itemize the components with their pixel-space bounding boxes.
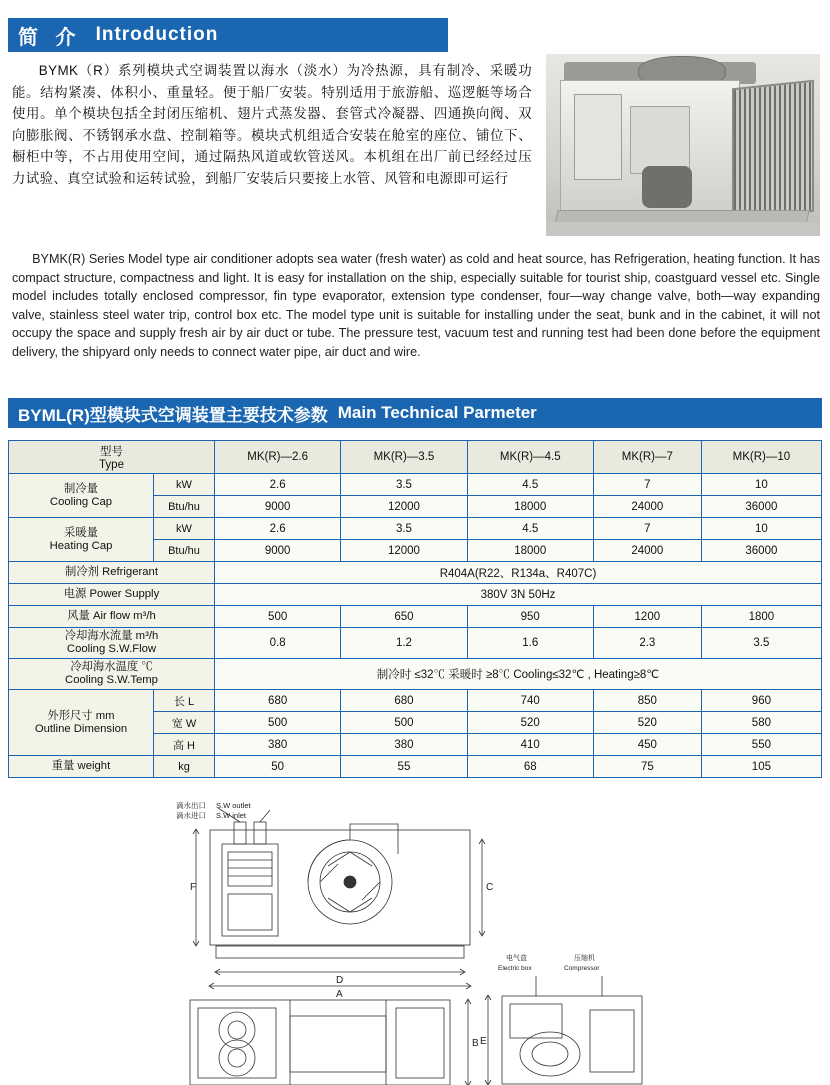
dimension-label-cn	[11, 710, 151, 723]
swflow-label-cn-text: 冷却海水流量	[64, 630, 133, 642]
dimension-w-4: 520	[593, 712, 701, 734]
intro-title-cn: 简 介	[18, 26, 82, 49]
swflow-label-en: Cooling S.W.Flow	[66, 643, 157, 655]
specification-table	[8, 440, 822, 778]
weight-unit: kg	[154, 756, 215, 778]
swflow-1: 0.8	[215, 628, 341, 659]
model-header-en: Type	[99, 459, 124, 471]
cooling-cap-kw-4: 7	[593, 474, 701, 496]
photo-shadow	[546, 222, 820, 236]
refrigerant-label	[9, 562, 215, 584]
heating-cap-label	[9, 518, 154, 562]
model-col-2: MK(R)—3.5	[341, 441, 467, 474]
table-row	[9, 474, 822, 496]
model-col-5: MK(R)—10	[701, 441, 821, 474]
dimension-w-1: 500	[215, 712, 341, 734]
table-row	[9, 518, 822, 540]
cooling-cap-label-cn: 制冷量	[64, 482, 98, 495]
dimension-l-1: 680	[215, 690, 341, 712]
dimension-h-5: 550	[701, 734, 821, 756]
photo-fin-coil	[732, 80, 814, 221]
intro-paragraph-cn	[12, 60, 532, 189]
model-header-cn: 型号	[100, 446, 123, 458]
dimension-label-en: Outline Dimension	[34, 722, 128, 735]
cooling-cap-btu-2: 12000	[341, 496, 467, 518]
model-header-cell	[9, 441, 215, 474]
cooling-cap-label	[9, 474, 154, 518]
product-photo	[546, 54, 820, 236]
drawing-label-electric-box-cn: 电气盒	[506, 955, 527, 962]
heating-cap-kw-5: 10	[701, 518, 821, 540]
drawing-label-drain-in-en: S.W inlet	[216, 811, 247, 820]
heating-cap-btu-5: 36000	[701, 540, 821, 562]
table-row	[9, 584, 822, 606]
swtemp-label	[9, 659, 215, 690]
swtemp-label-cn-text: 冷却海水温度	[70, 661, 139, 673]
airflow-label-cn: 风量	[67, 610, 90, 622]
cooling-cap-btu-5: 36000	[701, 496, 821, 518]
power-label	[9, 584, 215, 606]
swflow-5: 3.5	[701, 628, 821, 659]
dimension-row-h-label: 高 H	[154, 734, 215, 756]
airflow-label-en: Air flow	[92, 610, 131, 622]
airflow-unit: m³/h	[133, 610, 156, 622]
dimension-w-5: 580	[701, 712, 821, 734]
intro-text-en: BYMK(R) Series Model type air conditioner adopts sea water (fresh water) as cold and heat source, has Refrigeration, heating function. It has compact structure, compactness and light. It is easy for installation on the ship, especially suitable for tourist ship, coastguard vessel etc. Single model includes totally enclosed compressor, fin type evaporator, extension type condenser, four—way change valve, both—way expanding valve, stainless steel water trip, control box etc. The model type unit is suitable for installing under the seat, bunk and in the cabinet, it will not occupy the space and supply fresh air by air duct or tube. The pressure test, vacuum test and running test had been done before the equipment delivery, the shipyard only needs to connect water pipe, air duct and wire.	[12, 252, 820, 359]
dimension-l-4: 850	[593, 690, 701, 712]
section-header-introduction	[8, 18, 448, 52]
model-col-4: MK(R)—7	[593, 441, 701, 474]
swflow-label-cn	[11, 630, 212, 643]
airflow-2: 650	[341, 606, 467, 628]
table-row	[9, 628, 822, 659]
photo-compressor	[642, 166, 692, 208]
weight-label-en: weight	[77, 760, 111, 772]
heating-cap-btu-3: 18000	[467, 540, 593, 562]
dimension-row-l-label: 长 L	[154, 690, 215, 712]
heating-cap-btu-4: 24000	[593, 540, 701, 562]
table-row	[9, 562, 822, 584]
heating-cap-kw-2: 3.5	[341, 518, 467, 540]
heating-cap-label-cn: 采暖量	[64, 526, 98, 539]
weight-5: 105	[701, 756, 821, 778]
dimension-l-3: 740	[467, 690, 593, 712]
weight-1: 50	[215, 756, 341, 778]
swtemp-unit: ℃	[141, 661, 153, 673]
cooling-cap-label-en: Cooling Cap	[49, 495, 113, 508]
refrigerant-label-en: Refrigerant	[102, 566, 158, 578]
swflow-2: 1.2	[341, 628, 467, 659]
weight-3: 68	[467, 756, 593, 778]
cooling-cap-btu-4: 24000	[593, 496, 701, 518]
heating-cap-kw-3: 4.5	[467, 518, 593, 540]
dimension-l-2: 680	[341, 690, 467, 712]
drawing-dim-d: D	[336, 975, 344, 986]
table-row	[9, 756, 822, 778]
heating-cap-kw-4: 7	[593, 518, 701, 540]
airflow-5: 1800	[701, 606, 821, 628]
dimension-w-2: 500	[341, 712, 467, 734]
technical-drawing	[150, 800, 690, 1080]
table-row	[9, 659, 822, 690]
drawing-label-drain-in-cn: 滴水进口	[176, 811, 206, 820]
swflow-3: 1.6	[467, 628, 593, 659]
dimension-unit: mm	[95, 709, 115, 722]
tech-title-en: Main Technical Parmeter	[337, 403, 537, 422]
dimension-h-1: 380	[215, 734, 341, 756]
dimension-label	[9, 690, 154, 756]
power-label-cn: 电源	[63, 588, 87, 600]
cooling-cap-unit-btu: Btu/hu	[154, 496, 215, 518]
cooling-cap-kw-3: 4.5	[467, 474, 593, 496]
weight-2: 55	[341, 756, 467, 778]
table-row	[9, 606, 822, 628]
intro-text-cn: BYMK（R）系列模块式空调装置以海水（淡水）为冷热源，具有制冷、采暖功能。结构紧凑、体积小、重量轻。便于船厂安装。特别适用于旅游船、巡逻艇等场合使用。单个模块包括全封闭压缩机、翅片式蒸发器、套管式冷凝器、四通换向阀、双向膨胀阀、不锈钢承水盘、控制箱等。模块式机组适合安装在舱室的座位、铺位下、橱柜中等，不占用使用空间，通过隔热风道或软管送风。本机组在出厂前已经经过压力试验、真空试验和运转试验，到船厂安装后只要接上水管、风管和电源即可运行	[12, 63, 532, 186]
cooling-cap-unit-kw: kW	[154, 474, 215, 496]
heating-cap-btu-2: 12000	[341, 540, 467, 562]
photo-side-panel	[630, 106, 690, 174]
airflow-4: 1200	[593, 606, 701, 628]
drawing-label-compressor-cn: 压缩机	[574, 955, 595, 962]
dimension-h-3: 410	[467, 734, 593, 756]
heating-cap-unit-btu: Btu/hu	[154, 540, 215, 562]
dimension-l-5: 960	[701, 690, 821, 712]
dimension-label-cn-text: 外形尺寸	[47, 709, 93, 722]
heating-cap-kw-1: 2.6	[215, 518, 341, 540]
cooling-cap-kw-1: 2.6	[215, 474, 341, 496]
swtemp-label-cn	[11, 661, 212, 674]
photo-control-panel	[574, 94, 622, 180]
intro-paragraph-en	[12, 250, 820, 361]
weight-label-cn: 重量	[51, 760, 75, 772]
table-row	[9, 690, 822, 712]
drawing-dim-f: F	[190, 882, 197, 893]
drawing-label-drain-out-cn: 滴水出口	[176, 801, 206, 810]
drawing-label-compressor-en: Compressor	[564, 965, 600, 972]
tech-title-cn: BYML(R)型模块式空调装置主要技术参数	[18, 405, 328, 425]
refrigerant-value: R404A(R22、R134a、R407C)	[215, 562, 822, 584]
drawing-svg	[150, 800, 690, 1085]
drawing-dim-a: A	[336, 989, 343, 1000]
heating-cap-label-en: Heating Cap	[49, 539, 113, 552]
dimension-h-2: 380	[341, 734, 467, 756]
model-col-3: MK(R)—4.5	[467, 441, 593, 474]
swflow-4: 2.3	[593, 628, 701, 659]
power-label-en: Power Supply	[89, 588, 160, 600]
swtemp-label-en: Cooling S.W.Temp	[65, 674, 158, 686]
swflow-unit: m³/h	[135, 630, 159, 642]
heating-cap-btu-1: 9000	[215, 540, 341, 562]
heating-cap-unit-kw: kW	[154, 518, 215, 540]
swflow-label	[9, 628, 215, 659]
model-col-1: MK(R)—2.6	[215, 441, 341, 474]
drawing-label-drain-out-en: S.W outlet	[216, 801, 251, 810]
cooling-cap-btu-3: 18000	[467, 496, 593, 518]
airflow-3: 950	[467, 606, 593, 628]
drawing-dim-b: B	[472, 1038, 479, 1049]
cooling-cap-btu-1: 9000	[215, 496, 341, 518]
intro-title-en: Introduction	[95, 24, 219, 45]
cooling-cap-kw-2: 3.5	[341, 474, 467, 496]
swtemp-value: 制冷时 ≤32℃ 采暖时 ≥8℃ Cooling≤32℃ , Heating≥8℃	[215, 659, 822, 690]
dimension-row-w-label: 宽 W	[154, 712, 215, 734]
refrigerant-label-cn: 制冷剂	[65, 566, 99, 578]
power-value: 380V 3N 50Hz	[215, 584, 822, 606]
weight-label	[9, 756, 154, 778]
table-header-row	[9, 441, 822, 474]
drawing-dim-e: E	[480, 1036, 487, 1047]
airflow-label	[9, 606, 215, 628]
dimension-w-3: 520	[467, 712, 593, 734]
section-header-technical	[8, 398, 822, 428]
airflow-1: 500	[215, 606, 341, 628]
drawing-dim-c: C	[486, 882, 494, 893]
weight-4: 75	[593, 756, 701, 778]
drawing-label-electric-box-en: Electric box	[498, 965, 532, 972]
dimension-h-4: 450	[593, 734, 701, 756]
cooling-cap-kw-5: 10	[701, 474, 821, 496]
